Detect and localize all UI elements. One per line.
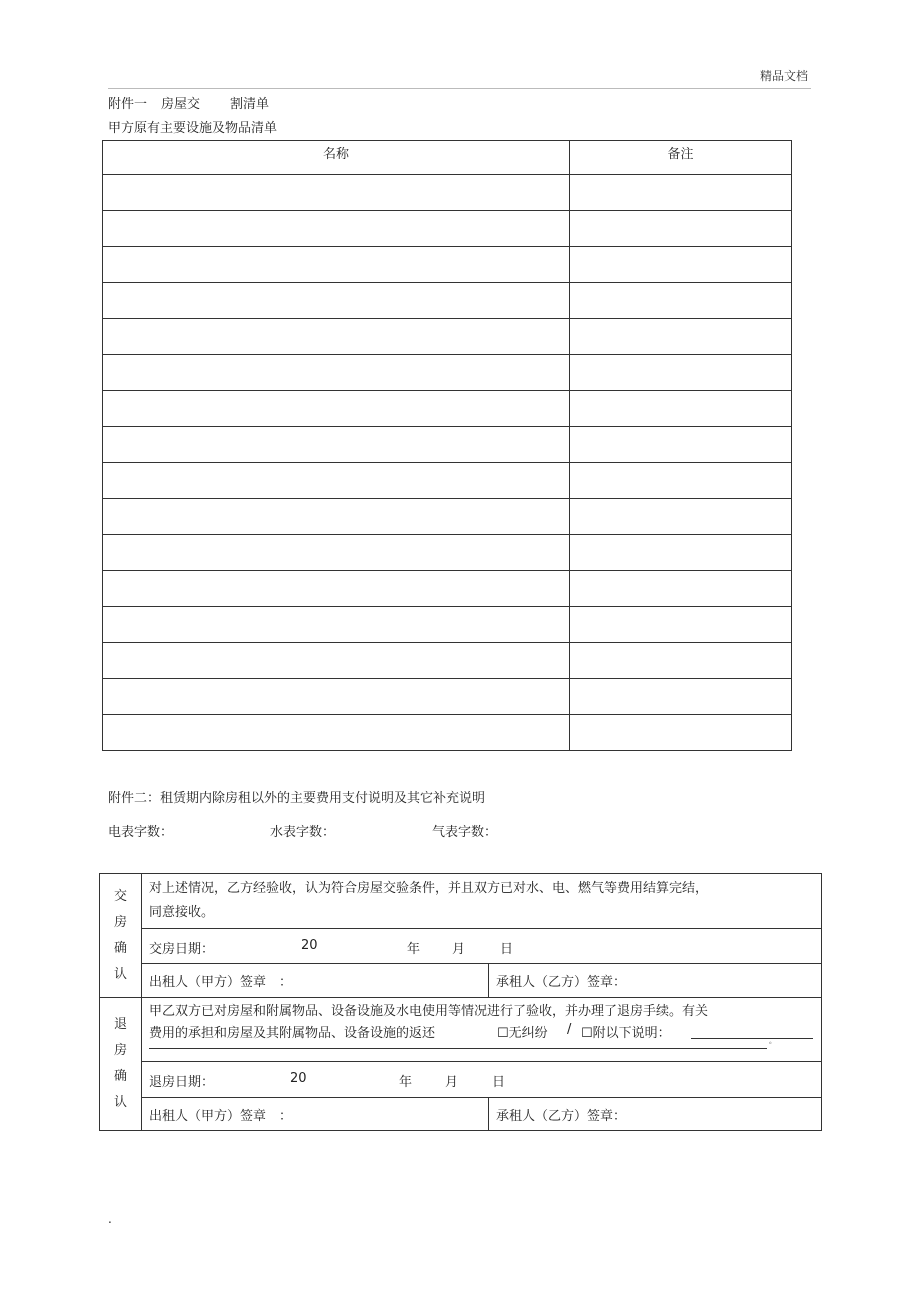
name-cell[interactable]: [103, 607, 570, 643]
name-cell[interactable]: [103, 679, 570, 715]
note-cell[interactable]: [570, 391, 792, 427]
return-tenant-sign[interactable]: 承租人（乙方）签章：: [489, 1098, 822, 1131]
handover-landlord-sign[interactable]: 出租人（甲方）签章 ：: [142, 964, 489, 998]
name-cell[interactable]: [103, 715, 570, 751]
return-date-d: 日: [492, 1075, 506, 1090]
table-row: [103, 175, 792, 211]
note-cell[interactable]: [570, 175, 792, 211]
items-table: [102, 140, 792, 751]
handover-date-m: 月: [452, 942, 466, 957]
option-separator: /: [567, 1022, 572, 1037]
return-statement-line2: 费用的承担和房屋及其附属物品、设备设施的返还: [149, 1026, 436, 1041]
no-dispute-checkbox[interactable]: ☐无纠纷: [497, 1026, 548, 1041]
handover-date-d: 日: [500, 942, 514, 957]
confirmation-table: [99, 873, 822, 1131]
table-row: [103, 427, 792, 463]
return-date-row: [100, 1062, 822, 1098]
handover-tenant-sign[interactable]: 承租人（乙方）签章：: [489, 964, 822, 998]
name-cell[interactable]: [103, 643, 570, 679]
table-row: [103, 247, 792, 283]
handover-date-year: 20: [301, 938, 318, 953]
table-row: [103, 319, 792, 355]
table-row: [103, 283, 792, 319]
return-date-cell[interactable]: [142, 1062, 822, 1098]
return-date-y: 年: [399, 1075, 413, 1090]
note-cell[interactable]: [570, 643, 792, 679]
handover-statement-row: [100, 874, 822, 929]
return-statement: [142, 998, 822, 1062]
gas-meter-label: 气表字数：: [432, 825, 498, 840]
note-cell[interactable]: [570, 211, 792, 247]
table-row: [103, 679, 792, 715]
col-name-header: 名称: [103, 141, 570, 175]
table-row: [103, 535, 792, 571]
table-row: [103, 211, 792, 247]
col-note-header: 备注: [570, 141, 792, 175]
electric-meter-label: 电表字数：: [108, 825, 174, 840]
handover-section-label: 交 房 确 认: [100, 874, 142, 998]
return-statement-line1: 甲乙双方已对房屋和附属物品、设备设施及水电使用等情况进行了验收，并办理了退房手续。有关: [149, 1004, 709, 1019]
note-line[interactable]: [149, 1036, 767, 1049]
name-cell[interactable]: [103, 391, 570, 427]
note-cell[interactable]: [570, 679, 792, 715]
return-landlord-sign[interactable]: 出租人（甲方）签章 ：: [142, 1098, 489, 1131]
name-cell[interactable]: [103, 283, 570, 319]
name-cell[interactable]: [103, 427, 570, 463]
table-row: [103, 607, 792, 643]
name-cell[interactable]: [103, 175, 570, 211]
annex2-title: 附件二：租赁期内除房租以外的主要费用支付说明及其它补充说明: [108, 791, 486, 806]
annex1-title-part2: 房屋交: [161, 97, 201, 112]
return-date-year: 20: [290, 1071, 307, 1086]
note-cell[interactable]: [570, 463, 792, 499]
table-row: [103, 463, 792, 499]
name-cell[interactable]: [103, 535, 570, 571]
note-cell[interactable]: [570, 535, 792, 571]
header-label: 精品文档: [759, 69, 808, 83]
handover-date-cell[interactable]: [142, 929, 822, 964]
annex1-title: [108, 93, 269, 112]
table-row: [103, 643, 792, 679]
note-cell[interactable]: [570, 499, 792, 535]
annex1-title-part3: 割清单: [230, 97, 270, 112]
name-cell[interactable]: [103, 319, 570, 355]
name-cell[interactable]: [103, 247, 570, 283]
return-date-m: 月: [445, 1075, 459, 1090]
annex1-title-part1: 附件一: [108, 97, 148, 112]
handover-date-label: 交房日期：: [149, 942, 215, 957]
note-cell[interactable]: [570, 319, 792, 355]
annex1-subtitle: 甲方原有主要设施及物品清单: [108, 121, 278, 136]
name-cell[interactable]: [103, 211, 570, 247]
header-divider: [108, 88, 811, 89]
return-statement-row: [100, 998, 822, 1062]
table-row: [103, 391, 792, 427]
table-row: [103, 355, 792, 391]
name-cell[interactable]: [103, 571, 570, 607]
name-cell[interactable]: [103, 499, 570, 535]
note-cell[interactable]: [570, 355, 792, 391]
handover-date-y: 年: [407, 942, 421, 957]
note-cell[interactable]: [570, 283, 792, 319]
return-sign-row: [100, 1098, 822, 1131]
note-cell[interactable]: [570, 571, 792, 607]
note-cell[interactable]: [570, 715, 792, 751]
note-cell[interactable]: [570, 607, 792, 643]
return-date-label: 退房日期：: [149, 1075, 215, 1090]
handover-sign-row: [100, 964, 822, 998]
note-end-mark: 。: [769, 1037, 776, 1045]
table-row: [103, 499, 792, 535]
footer-dot: .: [108, 1212, 112, 1226]
items-table-header: [103, 141, 792, 175]
water-meter-label: 水表字数：: [270, 825, 336, 840]
return-section-label: 退 房 确 认: [100, 998, 142, 1131]
note-cell[interactable]: [570, 427, 792, 463]
name-cell[interactable]: [103, 355, 570, 391]
note-checkbox[interactable]: ☐附以下说明：: [581, 1026, 671, 1041]
name-cell[interactable]: [103, 463, 570, 499]
note-cell[interactable]: [570, 247, 792, 283]
handover-statement: 对上述情况，乙方经验收，认为符合房屋交验条件，并且双方已对水、电、燃气等费用结算完结， 同意接收。: [142, 874, 822, 929]
table-row: [103, 571, 792, 607]
handover-date-row: [100, 929, 822, 964]
table-row: [103, 715, 792, 751]
